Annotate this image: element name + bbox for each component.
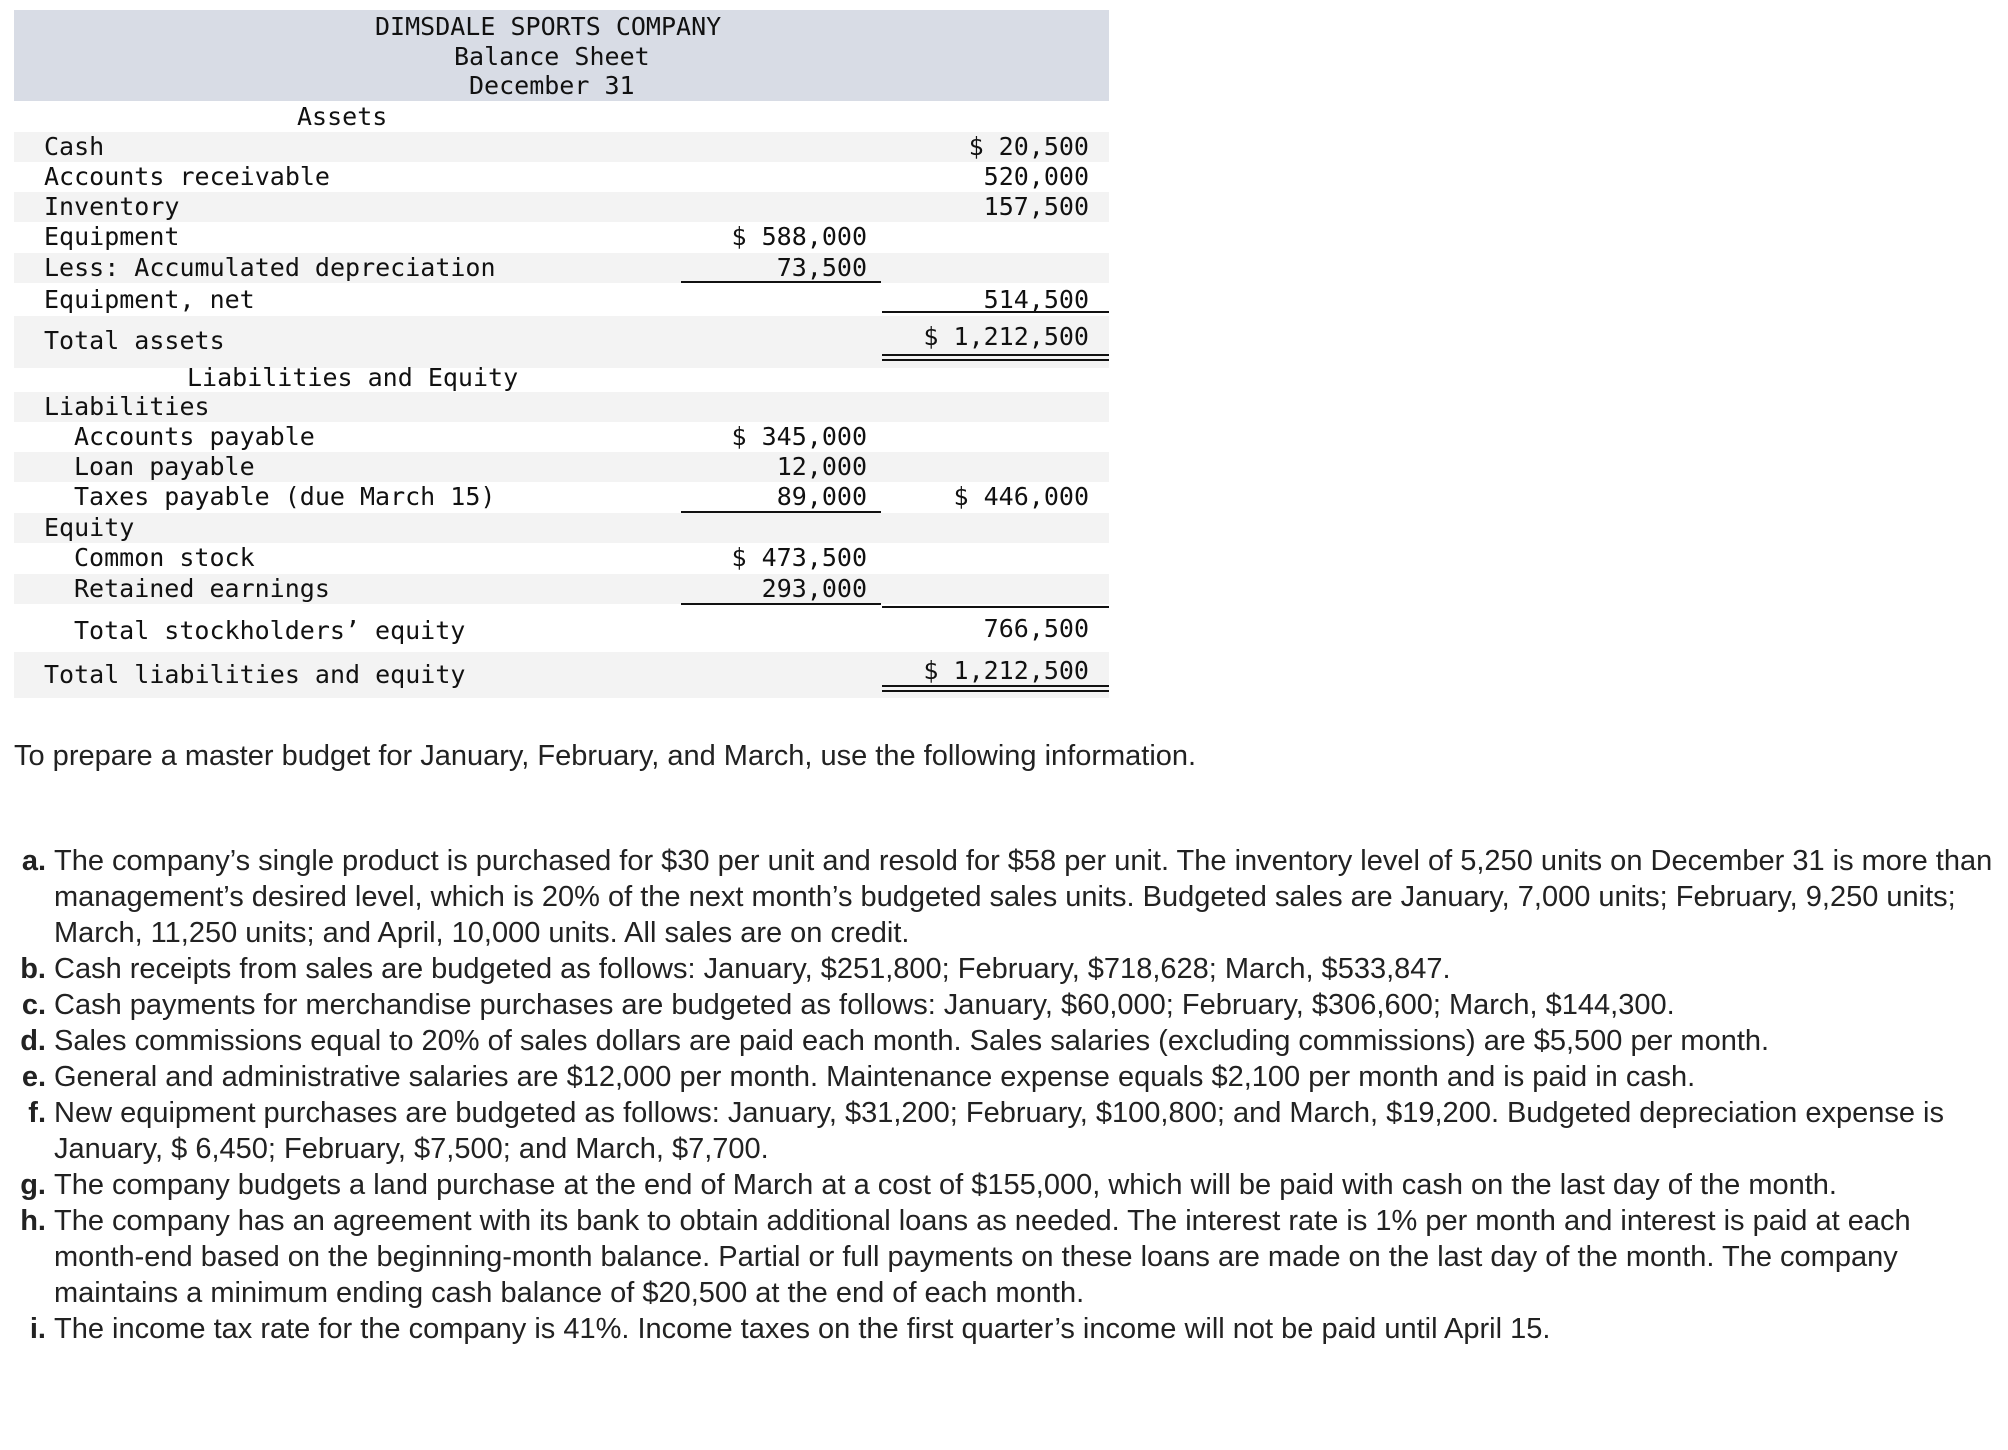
fact-text: The company’s single product is purchased for $30 per unit and resold for $58 per unit. The inventory level of 5,250 units on December 31 is more than management’s desired level, which is 20% of the next month’s budgeted sales units. Budgeted sales are January, 7,000 units; February, 9,250 units; March, 11,250 units; and April, 10,000 units. All sales are on credit. [54, 845, 1993, 949]
fact-item [14, 987, 1999, 1023]
statement-date: December 31 [469, 71, 635, 100]
total-assets-label: Total assets [44, 326, 225, 355]
fact-item [14, 1095, 1999, 1167]
budget-facts-list [14, 843, 1999, 1347]
fact-text: The company budgets a land purchase at the end of March at a cost of $155,000, which will be paid with cash on the last day of the month. [54, 1169, 1837, 1201]
accum-depr-amount: 73,500 [776, 253, 867, 282]
fact-letter: f. [28, 1097, 46, 1129]
taxes-label: Taxes payable (due March 15) [74, 482, 496, 511]
accum-depr-row [14, 253, 1109, 283]
fact-text: New equipment purchases are budgeted as follows: January, $31,200; February, $100,800; and March, $19,200. Budgeted depreciation expense is January, $ 6,450; February, $7,500; and March, $7,700. [54, 1097, 1944, 1165]
equipment-net-label: Equipment, net [44, 285, 255, 314]
ar-row [14, 162, 1109, 192]
le-heading: Liabilities and Equity [187, 363, 519, 392]
ar-amount: 520,000 [983, 162, 1089, 191]
total-liabilities-amount: $ 446,000 [953, 482, 1089, 511]
loan-amount: 12,000 [776, 452, 867, 481]
liabilities-heading-row [14, 392, 1109, 422]
ap-label: Accounts payable [74, 422, 315, 451]
retained-earnings-row [14, 574, 1109, 604]
fact-item [14, 1059, 1999, 1095]
company-name: DIMSDALE SPORTS COMPANY [375, 12, 722, 41]
retained-earnings-label: Retained earnings [74, 574, 330, 603]
fact-letter: b. [20, 953, 46, 985]
fact-letter: d. [20, 1025, 46, 1057]
cash-amount: $ 20,500 [968, 132, 1089, 161]
equity-heading: Equity [44, 513, 135, 542]
equipment-net-row [14, 285, 1109, 315]
liabilities-heading: Liabilities [44, 392, 210, 421]
taxes-amount: 89,000 [776, 482, 867, 511]
assets-heading-row [14, 102, 1109, 132]
common-stock-label: Common stock [74, 543, 255, 572]
common-stock-row [14, 543, 1109, 573]
equipment-label: Equipment [44, 222, 180, 251]
fact-text: Cash payments for merchandise purchases are budgeted as follows: January, $60,000; February, $306,600; March, $144,300. [54, 989, 1675, 1021]
total-le-amount: $ 1,212,500 [923, 656, 1089, 685]
inventory-amount: 157,500 [983, 192, 1089, 221]
fact-item [14, 951, 1999, 987]
fact-letter: c. [21, 989, 46, 1021]
fact-text: Cash receipts from sales are budgeted as follows: January, $251,800; February, $718,628; March, $533,847. [54, 953, 1451, 985]
total-assets-double-rule [882, 354, 1109, 361]
fact-letter: g. [20, 1169, 46, 1201]
balance-sheet [14, 10, 1109, 689]
cash-row [14, 132, 1109, 162]
accum-depr-label: Less: Accumulated depreciation [44, 253, 496, 282]
total-se-label: Total stockholders’ equity [74, 616, 466, 645]
equipment-subtotal-rule [681, 281, 881, 283]
loan-row [14, 452, 1109, 482]
common-stock-amount: $ 473,500 [731, 543, 867, 572]
total-se-amount: 766,500 [983, 614, 1089, 643]
equity-subtotal-rule [681, 603, 881, 605]
retained-earnings-amount: 293,000 [761, 574, 867, 603]
fact-text: The company has an agreement with its bank to obtain additional loans as needed. The interest rate is 1% per month and interest is paid at each month-end based on the beginning-month balance. Partial or full payments on these loans are made on the last day of the month. The company maintains a minimum ending cash balance of $20,500 at the end of each month. [54, 1205, 1911, 1309]
statement-title: Balance Sheet [454, 42, 650, 71]
assets-heading: Assets [297, 102, 388, 131]
fact-item [14, 1311, 1999, 1347]
total-se-row [14, 608, 1109, 652]
loan-label: Loan payable [74, 452, 255, 481]
fact-letter: i. [29, 1313, 46, 1345]
balance-sheet-header [14, 10, 1109, 101]
total-le-label: Total liabilities and equity [44, 660, 466, 689]
fact-letter: e. [21, 1061, 46, 1093]
equipment-net-amount: 514,500 [983, 285, 1089, 314]
fact-item [14, 1023, 1999, 1059]
fact-letter: a. [21, 845, 46, 877]
inventory-label: Inventory [44, 192, 180, 221]
fact-letter: h. [20, 1205, 46, 1237]
cash-label: Cash [44, 132, 105, 161]
fact-item [14, 843, 1999, 951]
inventory-row [14, 192, 1109, 222]
fact-text: Sales commissions equal to 20% of sales dollars are paid each month. Sales salaries (excluding commissions) are $5,500 per month. [54, 1025, 1770, 1057]
ap-row [14, 422, 1109, 452]
total-le-double-rule [882, 685, 1109, 692]
fact-text: The income tax rate for the company is 41%. Income taxes on the first quarter’s income will not be paid until April 15. [54, 1313, 1551, 1345]
ap-amount: $ 345,000 [731, 422, 867, 451]
taxes-row [14, 482, 1109, 512]
fact-item [14, 1167, 1999, 1203]
fact-item [14, 1203, 1999, 1311]
equipment-row [14, 222, 1109, 252]
le-heading-row [14, 363, 1109, 393]
intro-text: To prepare a master budget for January, February, and March, use the following information. [14, 740, 1197, 772]
ar-label: Accounts receivable [44, 162, 330, 191]
total-assets-amount: $ 1,212,500 [923, 322, 1089, 351]
equipment-amount: $ 588,000 [731, 222, 867, 251]
fact-text: General and administrative salaries are $12,000 per month. Maintenance expense equals $2,100 per month and is paid in cash. [54, 1061, 1696, 1093]
equity-heading-row [14, 513, 1109, 543]
